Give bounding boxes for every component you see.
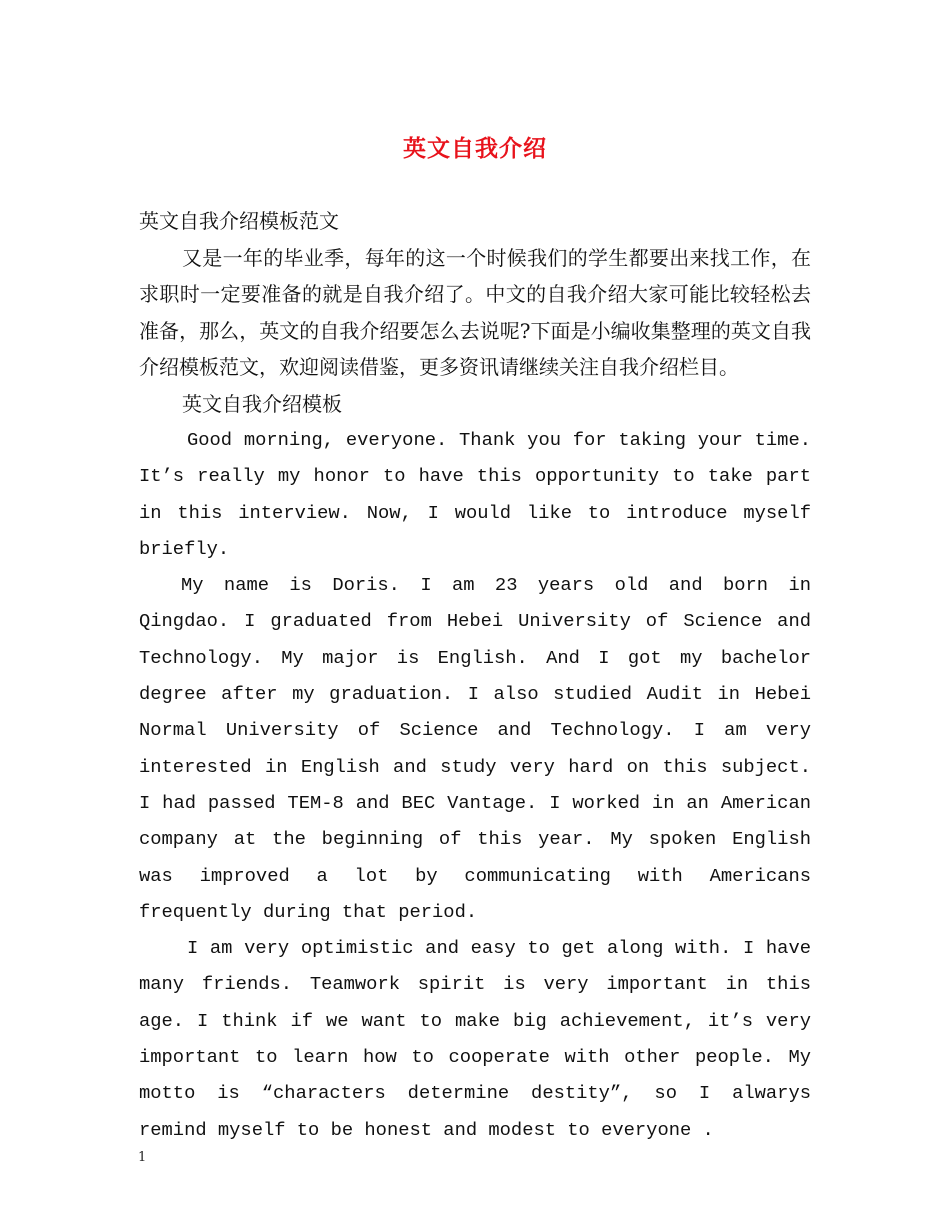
page-title: 英文自我介绍 [403,135,547,162]
document-body [139,203,811,1148]
english-paragraph-greeting: Good morning, everyone. Thank you for taking your time. It’s really my honor to have this opportunity to take part in this interview. Now, I would like to introduce myself briefly. [139,429,811,560]
english-paragraph-personality: I am very optimistic and easy to get along with. I have many friends. Teamwork spirit is very important in this age. I think if we want to make big achievement, it’s very important to learn how to cooperate with other people. My motto is “characters determine destity”, so I alwarys remind myself to be honest and modest to everyone . [139,937,811,1141]
intro-paragraph: 又是一年的毕业季，每年的这一个时候我们的学生都要出来找工作，在求职时一定要准备的就是自我介绍了。中文的自我介绍大家可能比较轻松去准备，那么，英文的自我介绍要怎么去说呢?下面是小编收集整理的英文自我介绍模板范文，欢迎阅读借鉴，更多资讯请继续关注自我介绍栏目。 [139,245,811,379]
document-subtitle: 英文自我介绍模板范文 [139,209,339,233]
english-paragraph-background: My name is Doris. I am 23 years old and born in Qingdao. I graduated from Hebei University of Science and Technology. My major is English. And I got my bachelor degree after my graduation. I also studied Audit in Hebei Normal University of Science and Technology. I am very interested in English and study very hard on this subject. I had passed TEM-8 and BEC Vantage. I worked in an American company at the beginning of this year. My spoken English was improved a lot by communicating with Americans frequently during that period. [139,574,811,923]
page-number: 1 [138,1150,147,1165]
section-heading: 英文自我介绍模板 [182,391,342,416]
